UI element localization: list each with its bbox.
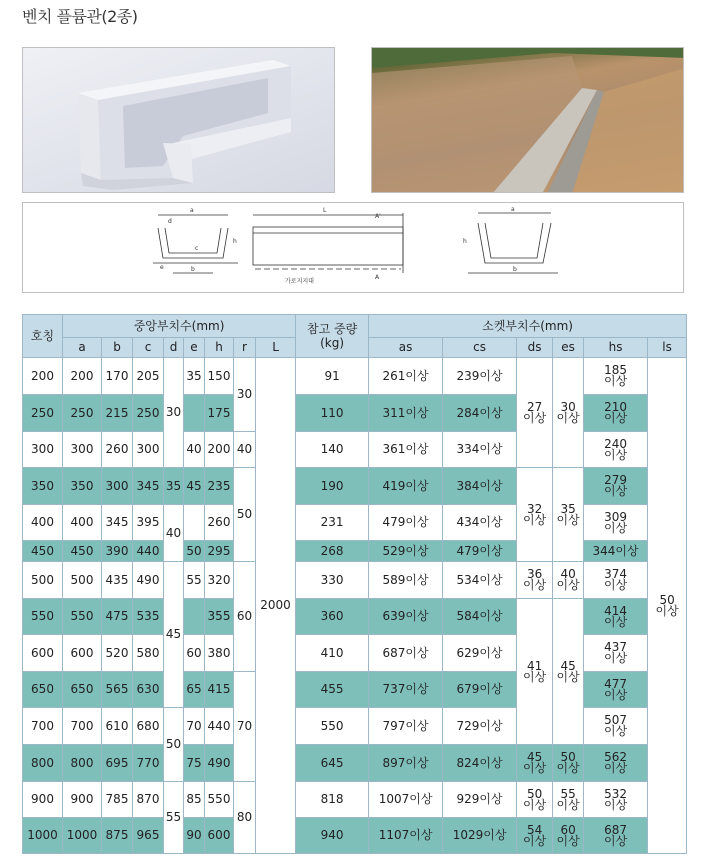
page-title: 벤치 플륨관(2종) xyxy=(22,7,138,26)
table-row xyxy=(23,541,687,562)
cell-b: 610 xyxy=(102,708,133,745)
cell-weight: 190 xyxy=(296,468,369,505)
cell-e xyxy=(184,505,205,541)
cell-as: 797이상 xyxy=(369,708,443,745)
field-illustration xyxy=(372,48,684,193)
cell-cs: 534이상 xyxy=(443,562,517,599)
cell-a: 200 xyxy=(63,358,102,395)
header-center-group: 중앙부치수(mm) xyxy=(63,315,296,338)
cell-hs: 437 이상 xyxy=(584,635,648,672)
cell-as: 639이상 xyxy=(369,599,443,635)
cell-cs: 929이상 xyxy=(443,782,517,818)
cell-code: 550 xyxy=(23,599,63,635)
cell-c: 630 xyxy=(133,672,164,708)
cell-a: 700 xyxy=(63,708,102,745)
cell-code: 350 xyxy=(23,468,63,505)
svg-text:e: e xyxy=(160,264,164,271)
cell-cs: 824이상 xyxy=(443,745,517,782)
cell-code: 200 xyxy=(23,358,63,395)
col-es: es xyxy=(553,338,584,358)
cell-cs: 679이상 xyxy=(443,672,517,708)
cell-weight: 818 xyxy=(296,782,369,818)
cell-ds: 36 이상 xyxy=(517,562,553,599)
cell-cs: 584이상 xyxy=(443,599,517,635)
cell-h: 440 xyxy=(205,708,234,745)
cell-hs: 532 이상 xyxy=(584,782,648,818)
spec-table xyxy=(22,314,687,854)
cell-e: 75 xyxy=(184,745,205,782)
svg-text:a: a xyxy=(511,206,515,213)
cell-h: 235 xyxy=(205,468,234,505)
svg-text:L: L xyxy=(323,207,327,214)
svg-text:h: h xyxy=(463,238,467,245)
cell-d: 40 xyxy=(164,505,184,562)
cell-es: 50 이상 xyxy=(553,745,584,782)
cell-L: 2000 xyxy=(256,358,296,854)
cell-a: 800 xyxy=(63,745,102,782)
cell-cs: 284이상 xyxy=(443,395,517,432)
cell-a: 450 xyxy=(63,541,102,562)
cell-c: 440 xyxy=(133,541,164,562)
cell-as: 361이상 xyxy=(369,432,443,468)
cell-weight: 550 xyxy=(296,708,369,745)
cell-e xyxy=(184,599,205,635)
cell-cs: 334이상 xyxy=(443,432,517,468)
col-ls: ls xyxy=(648,338,687,358)
cell-weight: 940 xyxy=(296,818,369,854)
cell-h: 600 xyxy=(205,818,234,854)
cell-weight: 645 xyxy=(296,745,369,782)
cell-e: 50 xyxy=(184,541,205,562)
cell-ds: 27 이상 xyxy=(517,358,553,468)
cell-code: 250 xyxy=(23,395,63,432)
cell-c: 205 xyxy=(133,358,164,395)
cell-es: 40 이상 xyxy=(553,562,584,599)
drawing-svg xyxy=(23,203,685,294)
cell-c: 680 xyxy=(133,708,164,745)
svg-text:b: b xyxy=(191,266,195,273)
col-L: L xyxy=(256,338,296,358)
svg-text:a: a xyxy=(190,207,194,214)
table-row xyxy=(23,599,687,635)
cell-h: 260 xyxy=(205,505,234,541)
cell-h: 175 xyxy=(205,395,234,432)
table-row xyxy=(23,672,687,708)
svg-text:b: b xyxy=(513,266,517,273)
cell-h: 200 xyxy=(205,432,234,468)
cell-as: 1107이상 xyxy=(369,818,443,854)
cell-d: 30 xyxy=(164,358,184,468)
cell-weight: 410 xyxy=(296,635,369,672)
cell-cs: 239이상 xyxy=(443,358,517,395)
cell-b: 260 xyxy=(102,432,133,468)
cell-ds: 41 이상 xyxy=(517,599,553,745)
cell-code: 450 xyxy=(23,541,63,562)
table-row xyxy=(23,782,687,818)
cell-c: 580 xyxy=(133,635,164,672)
table-row xyxy=(23,395,687,432)
cell-a: 250 xyxy=(63,395,102,432)
cell-weight: 268 xyxy=(296,541,369,562)
flume-illustration xyxy=(23,48,335,193)
col-c: c xyxy=(133,338,164,358)
cell-a: 300 xyxy=(63,432,102,468)
cell-b: 475 xyxy=(102,599,133,635)
svg-text:A': A' xyxy=(375,213,381,220)
cell-h: 550 xyxy=(205,782,234,818)
cell-b: 390 xyxy=(102,541,133,562)
cell-e: 45 xyxy=(184,468,205,505)
cell-b: 565 xyxy=(102,672,133,708)
cell-ds: 32 이상 xyxy=(517,468,553,562)
cell-as: 311이상 xyxy=(369,395,443,432)
cell-as: 261이상 xyxy=(369,358,443,395)
col-h: h xyxy=(205,338,234,358)
cell-e: 65 xyxy=(184,672,205,708)
cell-hs: 687 이상 xyxy=(584,818,648,854)
cell-b: 215 xyxy=(102,395,133,432)
table-row xyxy=(23,358,687,395)
cell-b: 170 xyxy=(102,358,133,395)
cell-hs: 374 이상 xyxy=(584,562,648,599)
header-socket-group: 소켓부치수(mm) xyxy=(369,315,687,338)
cell-ds: 50 이상 xyxy=(517,782,553,818)
cell-as: 529이상 xyxy=(369,541,443,562)
cell-r: 50 xyxy=(234,468,256,562)
cell-hs: 507 이상 xyxy=(584,708,648,745)
header-weight: 참고 중량 (kg) xyxy=(296,315,369,358)
cell-hs: 344이상 xyxy=(584,541,648,562)
table-row xyxy=(23,745,687,782)
col-e: e xyxy=(184,338,205,358)
cell-c: 965 xyxy=(133,818,164,854)
cell-ds: 54 이상 xyxy=(517,818,553,854)
cell-b: 345 xyxy=(102,505,133,541)
col-hs: hs xyxy=(584,338,648,358)
col-cs: cs xyxy=(443,338,517,358)
cell-code: 500 xyxy=(23,562,63,599)
product-photo xyxy=(22,47,335,193)
cell-hs: 309 이상 xyxy=(584,505,648,541)
cell-hs: 185 이상 xyxy=(584,358,648,395)
cell-code: 800 xyxy=(23,745,63,782)
cell-r: 70 xyxy=(234,672,256,782)
installation-photo xyxy=(371,47,684,193)
cell-as: 687이상 xyxy=(369,635,443,672)
cell-b: 695 xyxy=(102,745,133,782)
cell-r: 40 xyxy=(234,432,256,468)
cell-b: 520 xyxy=(102,635,133,672)
cell-c: 490 xyxy=(133,562,164,599)
cell-hs: 414 이상 xyxy=(584,599,648,635)
cell-b: 435 xyxy=(102,562,133,599)
cell-c: 535 xyxy=(133,599,164,635)
col-b: b xyxy=(102,338,133,358)
cell-e: 55 xyxy=(184,562,205,599)
cell-cs: 384이상 xyxy=(443,468,517,505)
cell-a: 650 xyxy=(63,672,102,708)
cell-r: 30 xyxy=(234,358,256,432)
cell-weight: 455 xyxy=(296,672,369,708)
cell-a: 900 xyxy=(63,782,102,818)
cell-weight: 91 xyxy=(296,358,369,395)
cell-b: 300 xyxy=(102,468,133,505)
svg-text:c: c xyxy=(195,245,199,252)
cell-code: 700 xyxy=(23,708,63,745)
col-ds: ds xyxy=(517,338,553,358)
col-r: r xyxy=(234,338,256,358)
cell-c: 250 xyxy=(133,395,164,432)
cell-ds: 45 이상 xyxy=(517,745,553,782)
cell-as: 419이상 xyxy=(369,468,443,505)
cell-e: 70 xyxy=(184,708,205,745)
table-row xyxy=(23,505,687,541)
cell-a: 350 xyxy=(63,468,102,505)
cell-code: 600 xyxy=(23,635,63,672)
table-row xyxy=(23,468,687,505)
cell-weight: 110 xyxy=(296,395,369,432)
cell-cs: 729이상 xyxy=(443,708,517,745)
table-row xyxy=(23,708,687,745)
cell-d: 50 xyxy=(164,708,184,782)
cell-cs: 434이상 xyxy=(443,505,517,541)
cell-as: 897이상 xyxy=(369,745,443,782)
table-row xyxy=(23,432,687,468)
cell-es: 55 이상 xyxy=(553,782,584,818)
cell-weight: 231 xyxy=(296,505,369,541)
cell-a: 500 xyxy=(63,562,102,599)
cell-weight: 140 xyxy=(296,432,369,468)
cell-c: 395 xyxy=(133,505,164,541)
cell-hs: 562 이상 xyxy=(584,745,648,782)
cell-e xyxy=(184,395,205,432)
cell-cs: 1029이상 xyxy=(443,818,517,854)
cell-c: 870 xyxy=(133,782,164,818)
cell-e: 35 xyxy=(184,358,205,395)
cell-a: 550 xyxy=(63,599,102,635)
cell-d: 45 xyxy=(164,562,184,708)
cell-hs: 240 이상 xyxy=(584,432,648,468)
cell-h: 355 xyxy=(205,599,234,635)
cell-h: 490 xyxy=(205,745,234,782)
cell-h: 380 xyxy=(205,635,234,672)
cell-as: 737이상 xyxy=(369,672,443,708)
cell-es: 35 이상 xyxy=(553,468,584,562)
cell-as: 589이상 xyxy=(369,562,443,599)
cell-es: 45 이상 xyxy=(553,599,584,745)
cell-b: 785 xyxy=(102,782,133,818)
svg-text:가로지지대: 가로지지대 xyxy=(285,278,314,285)
cell-c: 300 xyxy=(133,432,164,468)
cell-code: 900 xyxy=(23,782,63,818)
cell-as: 1007이상 xyxy=(369,782,443,818)
cell-code: 1000 xyxy=(23,818,63,854)
cell-cs: 629이상 xyxy=(443,635,517,672)
cell-code: 300 xyxy=(23,432,63,468)
svg-text:A: A xyxy=(375,274,380,281)
cell-c: 345 xyxy=(133,468,164,505)
cell-hs: 210 이상 xyxy=(584,395,648,432)
cell-h: 320 xyxy=(205,562,234,599)
table-row xyxy=(23,818,687,854)
cell-e: 90 xyxy=(184,818,205,854)
cell-hs: 279 이상 xyxy=(584,468,648,505)
cell-e: 85 xyxy=(184,782,205,818)
cell-h: 150 xyxy=(205,358,234,395)
cell-r: 60 xyxy=(234,562,256,672)
cell-d: 55 xyxy=(164,782,184,854)
cell-as: 479이상 xyxy=(369,505,443,541)
cell-d: 35 xyxy=(164,468,184,505)
cell-es: 30 이상 xyxy=(553,358,584,468)
cell-code: 400 xyxy=(23,505,63,541)
cell-ls: 50 이상 xyxy=(648,358,687,854)
technical-drawing xyxy=(22,202,684,293)
cell-a: 400 xyxy=(63,505,102,541)
cell-hs: 477 이상 xyxy=(584,672,648,708)
cell-a: 600 xyxy=(63,635,102,672)
cell-e: 60 xyxy=(184,635,205,672)
cell-r: 80 xyxy=(234,782,256,854)
cell-code: 650 xyxy=(23,672,63,708)
svg-text:d: d xyxy=(168,218,172,225)
table-row xyxy=(23,635,687,672)
cell-cs: 479이상 xyxy=(443,541,517,562)
table-row xyxy=(23,562,687,599)
cell-h: 295 xyxy=(205,541,234,562)
col-d: d xyxy=(164,338,184,358)
col-a: a xyxy=(63,338,102,358)
cell-e: 40 xyxy=(184,432,205,468)
col-as: as xyxy=(369,338,443,358)
cell-es: 60 이상 xyxy=(553,818,584,854)
header-code: 호칭 xyxy=(23,315,63,358)
cell-h: 415 xyxy=(205,672,234,708)
cell-weight: 330 xyxy=(296,562,369,599)
cell-a: 1000 xyxy=(63,818,102,854)
svg-text:h: h xyxy=(233,238,237,245)
cell-b: 875 xyxy=(102,818,133,854)
cell-c: 770 xyxy=(133,745,164,782)
cell-weight: 360 xyxy=(296,599,369,635)
